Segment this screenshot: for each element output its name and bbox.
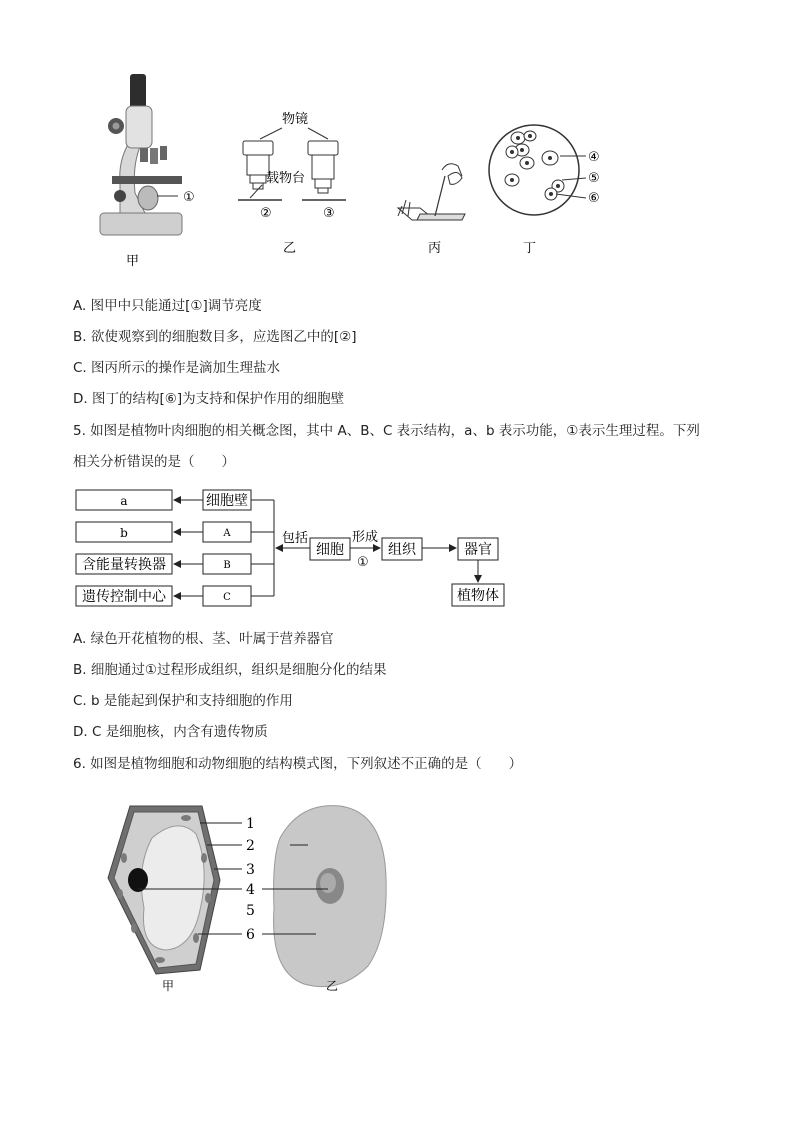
label-bing: 丙 <box>428 241 442 256</box>
box-a: a <box>120 494 128 508</box>
objective-short <box>302 141 346 200</box>
q5-option-c: C. b 是能起到保护和支持细胞的作用 <box>73 693 293 709</box>
label-yi: 乙 <box>283 241 297 256</box>
box-C: C <box>223 592 231 603</box>
microscope-drawing <box>100 74 182 235</box>
concept-map-svg <box>70 484 510 614</box>
label-animal-cell: 乙 <box>326 979 339 993</box>
q5-option-b: B. 细胞通过①过程形成组织，组织是细胞分化的结果 <box>73 662 387 678</box>
box-b: b <box>120 526 128 540</box>
num-1: 1 <box>246 816 255 832</box>
box-genetic-center: 遗传控制中心 <box>82 589 166 605</box>
figure-row-q4 <box>90 68 630 273</box>
callout-6: ⑥ <box>588 191 600 206</box>
label-jia: 甲 <box>126 254 140 269</box>
q6-stem: 6. 如图是植物细胞和动物细胞的结构模式图，下列叙述不正确的是（ ） <box>73 756 523 772</box>
objective-left-num: ② <box>260 206 272 221</box>
num-4: 4 <box>246 882 255 898</box>
objective-right-num: ③ <box>323 206 335 221</box>
tissue-box: 组织 <box>388 542 416 558</box>
num-3: 3 <box>246 862 255 878</box>
callout-4: ④ <box>588 150 600 165</box>
q5-option-a: A. 绿色开花植物的根、茎、叶属于营养器官 <box>73 631 334 647</box>
box-energy-converter: 含能量转换器 <box>82 557 166 573</box>
include-label: 包括 <box>282 531 309 546</box>
num-5: 5 <box>246 903 255 919</box>
q4-option-d: D. 图丁的结构[⑥]为支持和保护作用的细胞壁 <box>73 391 345 407</box>
cell-structure-figure <box>100 798 400 998</box>
plant-box: 植物体 <box>457 588 499 604</box>
figure-q4-svg <box>90 68 630 273</box>
form-label: 形成 <box>352 530 379 545</box>
q5-option-d: D. C 是细胞核，内含有遗传物质 <box>73 724 268 740</box>
concept-map <box>70 484 510 614</box>
num-6: 6 <box>246 927 255 943</box>
label-ding: 丁 <box>523 241 537 256</box>
objective-label: 物镜 <box>282 112 309 127</box>
cell-structure-svg <box>100 798 400 998</box>
microscope-callout: ① <box>183 190 195 205</box>
num-2: 2 <box>246 838 255 854</box>
cell-box: 细胞 <box>316 542 344 558</box>
callout-5: ⑤ <box>588 171 600 186</box>
q4-option-a: A. 图甲中只能通过[①]调节亮度 <box>73 298 262 314</box>
q5-stem-line2: 相关分析错误的是（ ） <box>73 454 235 470</box>
slide-prep-drawing <box>398 164 465 220</box>
box-B: B <box>223 560 231 571</box>
box-cell-wall: 细胞壁 <box>206 493 248 509</box>
stage-label: 载物台 <box>266 171 306 186</box>
process-label: ① <box>357 555 369 570</box>
q5-stem-line1: 5. 如图是植物叶肉细胞的相关概念图，其中 A、B、C 表示结构，a、b 表示功能，①表示生理过程。下列 <box>73 423 700 439</box>
box-A: A <box>223 528 231 539</box>
q4-option-c: C. 图丙所示的操作是滴加生理盐水 <box>73 360 281 376</box>
cell-view-drawing <box>489 125 579 215</box>
label-plant-cell: 甲 <box>162 979 175 993</box>
q4-option-b: B. 欲使观察到的细胞数目多，应选图乙中的[②] <box>73 329 357 345</box>
plant-cell-drawing <box>108 806 220 974</box>
organ-box: 器官 <box>464 542 492 558</box>
animal-cell-drawing <box>274 806 387 987</box>
